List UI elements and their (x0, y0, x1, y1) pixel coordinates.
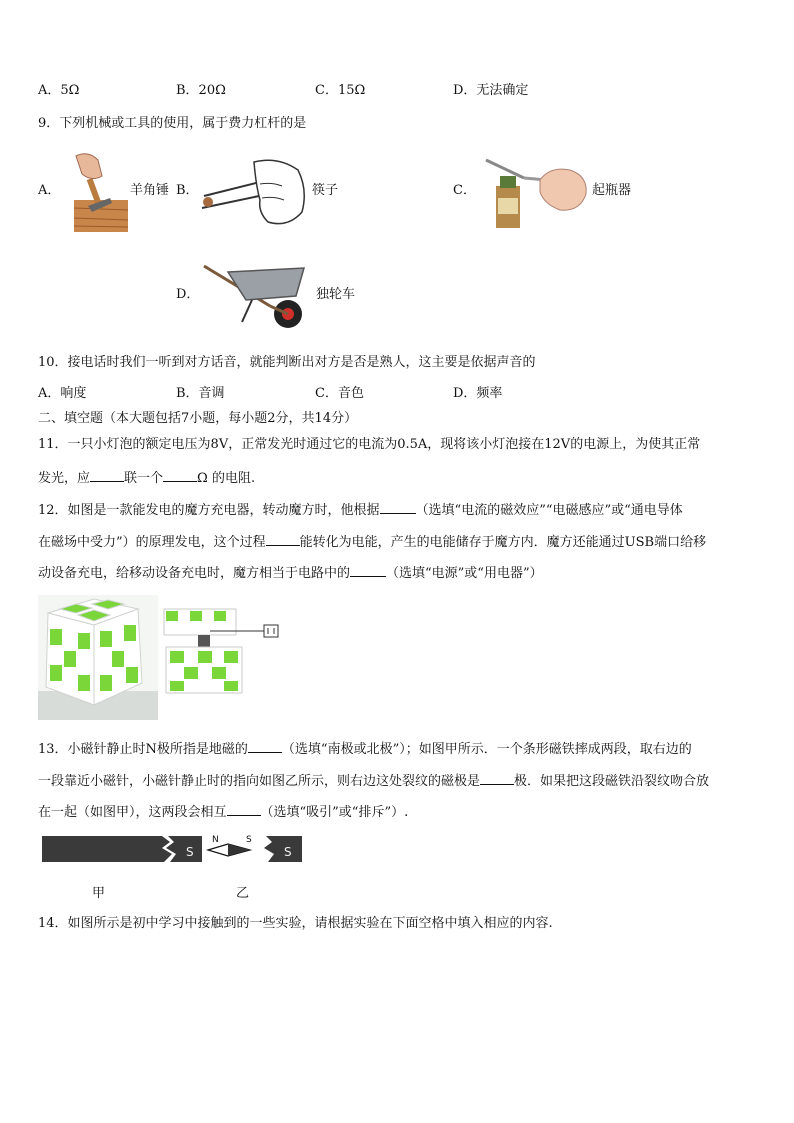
q12-blank-3[interactable] (350, 564, 386, 577)
q8-option-b: B．20Ω (176, 83, 226, 98)
q10-option-c: C．音色 (315, 386, 364, 401)
q14-stem: 14．如图所示是初中学习中接触到的一些实验，请根据实验在下面空格中填入相应的内容. (38, 916, 553, 931)
q11-text-c: Ω 的电阻. (197, 471, 256, 486)
q12-text-3a: 动设备充电，给移动设备充电时，魔方相当于电路中的 (38, 566, 351, 581)
q13-blank-1[interactable] (248, 740, 282, 753)
q10-option-a: A．响度 (38, 386, 87, 401)
q10-stem: 10．接电话时我们一听到对方话音，就能判断出对方是否是熟人，这主要是依据声音的 (38, 355, 536, 370)
q13-text-1b: （选填“南极或北极”）；如图甲所示．一个条形磁铁摔成两段，取右边的 (281, 742, 692, 757)
q9-option-d-label: D． (176, 287, 200, 302)
q13-line-2 (38, 772, 709, 790)
q13-blank-2[interactable] (480, 772, 514, 785)
q12-blank-2[interactable] (266, 533, 300, 546)
q12-blank-1[interactable] (380, 501, 416, 514)
q12-text-2b: 能转化为电能，产生的电能储存于魔方内．魔方还能通过USB端口给移 (299, 535, 707, 550)
q13-text-3a: 在一起（如图甲），这两段会相互 (38, 805, 227, 820)
q12-line-3 (38, 564, 543, 582)
q13-line-3 (38, 803, 408, 821)
figure-yi-label: 乙 (236, 886, 250, 901)
q11-text-a: 发光，应 (38, 471, 91, 486)
q9-option-a-label: A． (38, 183, 61, 198)
q8-option-d: D．无法确定 (453, 83, 529, 98)
q10-option-b: B．音调 (176, 386, 225, 401)
q9-option-c-caption: 起瓶器 (592, 183, 632, 198)
q11-line-1: 11．一只小灯泡的额定电压为8V，正常发光时通过它的电流为0.5A，现将该小灯泡接在12V的电源上，为使其正常 (38, 437, 701, 452)
hammer-image (70, 150, 130, 234)
q13-line-1 (38, 740, 692, 758)
q9-option-b-label: B． (176, 183, 199, 198)
q13-text-2a: 一段靠近小磁针，小磁针静止时的指向如图乙所示，则右边这处裂纹的磁极是 (38, 774, 481, 789)
q13-text-3b: （选填“吸引”或“排斥”）. (260, 805, 409, 820)
needle-n-label: N (212, 835, 219, 845)
magic-cube-charger-image (38, 595, 288, 720)
q12-line-2 (38, 533, 706, 551)
q13-blank-3[interactable] (227, 803, 261, 816)
q8-option-a: A．5Ω (38, 83, 80, 98)
q11-blank-1[interactable] (90, 469, 124, 482)
q12-text-2a: 在磁场中受力”）的原理发电，这个过程 (38, 535, 266, 550)
magnet-s-label-jia: S (186, 845, 194, 859)
q10-option-d: D．频率 (453, 386, 503, 401)
q9-option-c-label: C． (453, 183, 476, 198)
q12-text-3b: （选填“电源”或“用电器”） (386, 566, 543, 581)
q9-option-a-caption: 羊角锤 (130, 183, 170, 198)
magnet-s-label-yi: S (284, 845, 292, 859)
section-heading: 二、填空题（本大题包括7小题，每小题2分，共14分） (38, 411, 358, 426)
q12-text-1b: （选填“电流的磁效应”“电磁感应”或“通电导体 (415, 503, 683, 518)
q13-text-2b: 极．如果把这段磁铁沿裂纹吻合放 (514, 774, 710, 789)
wheelbarrow-image (200, 260, 310, 334)
q13-text-1a: 13．小磁针静止时N极所指是地磁的 (38, 742, 248, 757)
broken-magnet-image (38, 828, 308, 906)
q11-text-b: 联一个 (124, 471, 164, 486)
q12-text-1a: 12．如图是一款能发电的魔方充电器，转动魔方时，他根据 (38, 503, 380, 518)
chopsticks-image (198, 156, 310, 232)
bottle-opener-image (480, 154, 594, 230)
figure-jia-label: 甲 (92, 886, 106, 901)
needle-s-label: S (246, 835, 252, 845)
q11-blank-2[interactable] (163, 469, 197, 482)
q9-option-b-caption: 筷子 (312, 183, 339, 198)
q12-line-1 (38, 501, 683, 519)
q8-option-c: C．15Ω (315, 83, 366, 98)
q9-stem: 9．下列机械或工具的使用，属于费力杠杆的是 (38, 116, 307, 131)
q9-option-d-caption: 独轮车 (316, 287, 356, 302)
q11-line-2 (38, 469, 255, 487)
